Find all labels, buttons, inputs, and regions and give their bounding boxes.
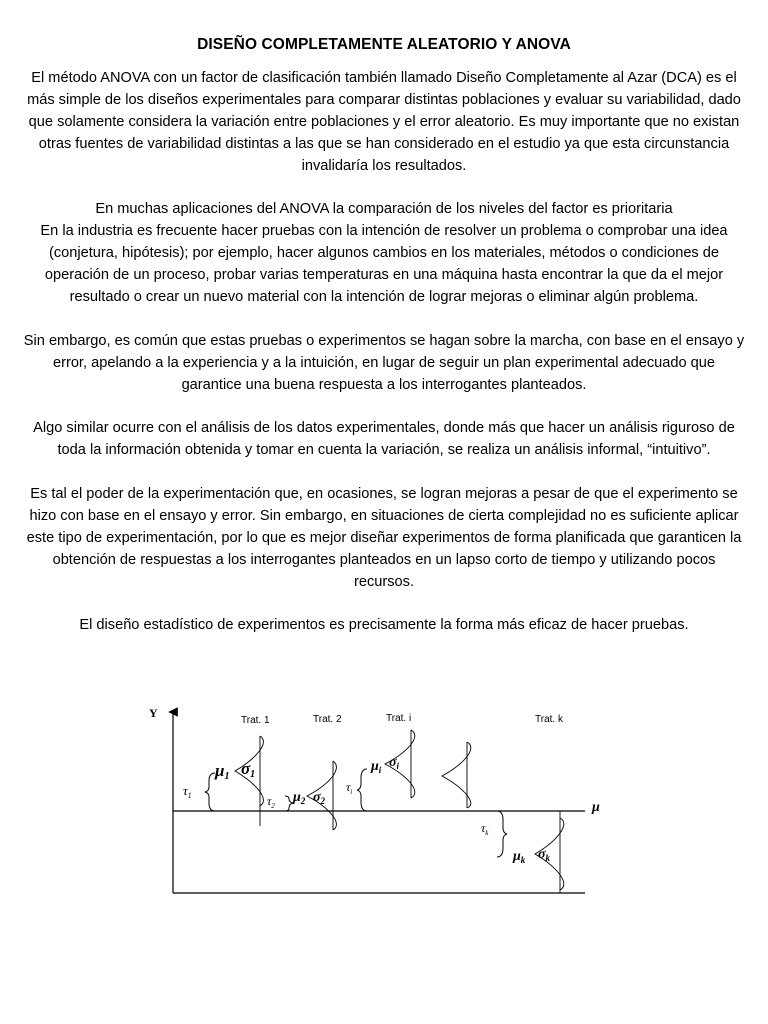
text-line: más simple de los diseños experimentales para comparar distintas poblaciones y evaluar su variabilidad, dado (27, 92, 741, 108)
treatment-2-tau: $\tau_2$ (267, 794, 275, 810)
paragraph-trial-error (0, 330, 768, 396)
treatment-i-tau: $\tau_i$ (346, 780, 353, 796)
treatment-1-tau-brace (205, 773, 215, 811)
treatment-2-tau-brace (285, 796, 293, 811)
text-line: garantice una buena respuesta a los interrogantes planteados. (181, 377, 587, 393)
treatment-2-mean-label: $\mu_2$ (293, 790, 306, 806)
treatment-i-tau-brace (357, 769, 367, 811)
text-line: que solamente considera la variación entre poblaciones y el error aleatorio. Es muy importante que no existan (28, 114, 740, 130)
text-line: operación de un proceso, probar varias temperaturas en una máquina hasta encontrar la que da el mejor (44, 267, 724, 283)
text-line: resultado o crear un nuevo material con la intención de lograr mejoras o eliminar algún problema. (69, 289, 699, 305)
treatment-i-mean-label: $\mu_i$ (371, 759, 382, 775)
text-line: (conjetura, hipótesis); por ejemplo, hacer algunos cambios en los materiales, métodos o condiciones de (48, 245, 720, 261)
text-line: hizo con base en el ensayo y error. Sin embargo, en situaciones de cierta complejidad no es suficiente aplicar (29, 508, 739, 524)
paragraph-applications (0, 198, 768, 308)
text-line: toda la información obtenida y tomar en cuenta la variación, se realiza un análisis informal, “intuitivo”. (57, 442, 711, 458)
treatment-k-header: Trat. k (535, 714, 563, 725)
treatment-k-tau: $\tau_k$ (481, 821, 489, 837)
text-line: recursos. (353, 574, 414, 590)
text-line: error, apelando a la experiencia y a la intuición, en lugar de seguir un plan experimental adecuado que (52, 355, 716, 371)
grand-mean-label: μ (592, 800, 600, 815)
treatment-extra-curve (442, 742, 471, 808)
text-line: En muchas aplicaciones del ANOVA la comparación de los niveles del factor es prioritaria (95, 201, 673, 217)
paragraph-conclusion (0, 614, 768, 636)
text-line: El método ANOVA con un factor de clasificación también llamado Diseño Completamente al Azar (DCA) es el (31, 70, 737, 86)
treatment-k-sigma-label: $\sigma_k$ (538, 847, 551, 863)
anova-model-diagram (145, 696, 615, 901)
text-line: El diseño estadístico de experimentos es precisamente la forma más eficaz de hacer pruebas. (79, 617, 689, 633)
text-line: obtención de respuestas a los interrogantes planteados en un lapso corto de tiempo y utilizando pocos (52, 552, 716, 568)
treatment-1-sigma-label: σ1 (241, 759, 256, 780)
treatment-1-mean-label: μ1 (215, 761, 230, 782)
treatment-i-header: Trat. i (386, 713, 412, 724)
document-title: DISEÑO COMPLETAMENTE ALEATORIO Y ANOVA (197, 36, 571, 53)
text-line: invalidaría los resultados. (301, 158, 467, 174)
text-line: Algo similar ocurre con el análisis de los datos experimentales, donde más que hacer un análisis riguroso de (33, 420, 735, 436)
treatment-k-tau-brace (497, 811, 507, 857)
text-line: Es tal el poder de la experimentación que, en ocasiones, se logran mejoras a pesar de que el experimento se (30, 486, 738, 502)
paragraph-data-analysis (0, 417, 768, 461)
paragraph-anova-intro (0, 67, 768, 177)
treatment-k-mean-label: $\mu_k$ (513, 849, 526, 865)
text-line: Sin embargo, es común que estas pruebas o experimentos se hagan sobre la marcha, con base en el ensayo y (23, 333, 745, 349)
y-axis-label: Y (149, 706, 158, 720)
treatment-2-sigma-label: $\sigma_2$ (313, 790, 326, 806)
text-line: En la industria es frecuente hacer pruebas con la intención de resolver un problema o comprobar una idea (40, 223, 728, 239)
treatment-1-header: Trat. 1 (241, 715, 270, 726)
treatment-2-header: Trat. 2 (313, 714, 342, 725)
paragraph-power-of-experimentation (0, 483, 768, 593)
treatment-i-sigma-label: $\sigma_i$ (389, 755, 400, 771)
text-line: otras fuentes de variabilidad distintas a las que se han considerado en el estudio ya que esta circunstancia (38, 136, 730, 152)
text-line: este tipo de experimentación, por lo que es mejor diseñar experimentos de forma planificada que garanticen la (26, 530, 742, 546)
treatment-1-tau: $\tau_1$ (183, 783, 192, 800)
